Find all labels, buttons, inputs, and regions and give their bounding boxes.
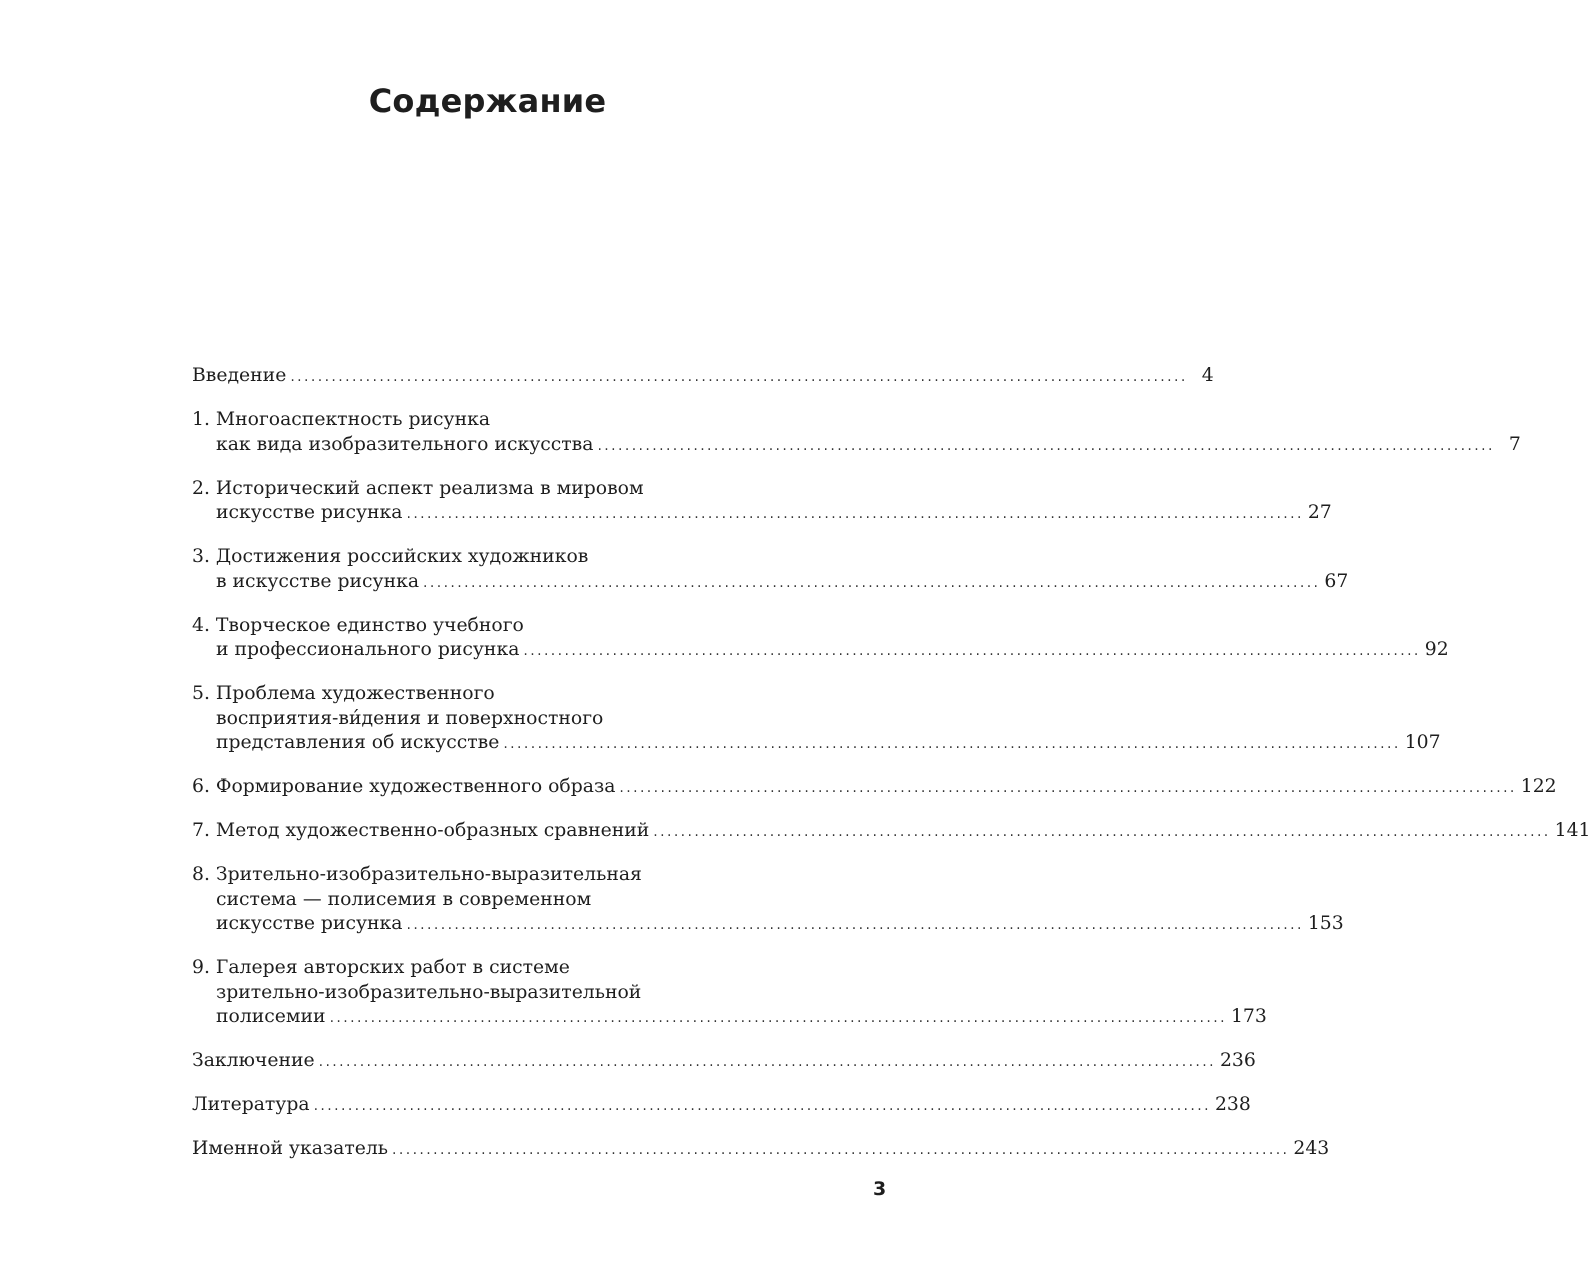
dot-leader: ................................................................................................................................... bbox=[318, 1054, 1216, 1070]
toc-entry-line bbox=[192, 912, 1344, 938]
toc-entry-page: 7 bbox=[1508, 433, 1521, 455]
dot-leader: ................................................................................................................................... bbox=[503, 736, 1401, 752]
toc-entry-page: 243 bbox=[1293, 1138, 1330, 1159]
toc-entry-title: представления об искусстве bbox=[216, 732, 500, 753]
toc-entry-line bbox=[192, 1049, 1256, 1075]
toc-entry-line bbox=[192, 819, 1591, 845]
dot-leader: ................................................................................................................................... bbox=[423, 574, 1321, 591]
toc-entry-title: Именной указатель bbox=[192, 1138, 389, 1159]
toc-entry-line bbox=[192, 501, 1332, 527]
toc-entry-page: 92 bbox=[1424, 639, 1449, 660]
toc-entry-line bbox=[192, 1005, 1267, 1031]
toc-entry-line bbox=[192, 570, 1349, 596]
dot-leader: ................................................................................................................................... bbox=[313, 1098, 1211, 1114]
toc-entry-page: 67 bbox=[1324, 570, 1349, 592]
dot-leader: ................................................................................................................................... bbox=[597, 437, 1495, 454]
toc-entry-page: 173 bbox=[1230, 1006, 1267, 1027]
toc-entry bbox=[192, 863, 1344, 938]
toc-entry bbox=[192, 682, 1441, 757]
toc-entry-title: искусстве рисунка bbox=[216, 913, 403, 934]
dot-leader: ................................................................................................................................... bbox=[290, 369, 1188, 385]
toc-entry bbox=[192, 364, 1214, 390]
dot-leader: ................................................................................................................................... bbox=[653, 824, 1551, 840]
toc-entry-title-line: система — полисемия в современном bbox=[216, 888, 592, 910]
toc-entry bbox=[192, 477, 1332, 527]
toc-entry bbox=[192, 1093, 1251, 1119]
toc-entry-title: и профессионального рисунка bbox=[216, 639, 520, 660]
toc-entry-line bbox=[192, 638, 1449, 664]
toc-entry bbox=[192, 408, 1521, 458]
toc-entry-page: 141 bbox=[1554, 820, 1591, 841]
toc-entry-page: 236 bbox=[1219, 1050, 1256, 1071]
toc-entry-title: как вида изобразительного искусства bbox=[216, 433, 594, 455]
toc-entry-title: в искусстве рисунка bbox=[216, 570, 420, 592]
toc-entry-title: искусстве рисунка bbox=[216, 502, 403, 523]
toc-entry-page: 122 bbox=[1520, 776, 1557, 797]
toc-entry-page: 4 bbox=[1201, 365, 1214, 386]
toc-entry-title-line: зрительно-изобразительно-выразительной bbox=[216, 981, 642, 1003]
toc-entry-line bbox=[192, 433, 1521, 459]
page-title: Содержание bbox=[368, 82, 607, 120]
toc-entry-title: 6. Формирование художественного образа bbox=[192, 776, 616, 797]
toc-entry-title: полисемии bbox=[216, 1006, 326, 1027]
toc-entry-page: 27 bbox=[1307, 502, 1332, 523]
toc-entry bbox=[192, 1049, 1256, 1075]
toc-entry-page: 107 bbox=[1404, 732, 1441, 753]
toc-entry bbox=[192, 956, 1267, 1031]
toc-entry bbox=[192, 819, 1591, 845]
toc-entry-title-line: 2. Исторический аспект реализма в мировом bbox=[192, 477, 644, 499]
toc-entry bbox=[192, 1137, 1330, 1163]
table-of-contents bbox=[192, 364, 1591, 1181]
toc-entry-title-line: 5. Проблема художественного bbox=[192, 683, 495, 704]
toc-entry-title-line: 9. Галерея авторских работ в системе bbox=[192, 957, 570, 978]
dot-leader: ................................................................................................................................... bbox=[523, 643, 1421, 659]
toc-entry-title-line: 4. Творческое единство учебного bbox=[192, 614, 524, 636]
toc-entry bbox=[192, 545, 1349, 595]
toc-entry-title: Заключение bbox=[192, 1050, 315, 1071]
dot-leader: ................................................................................................................................... bbox=[329, 1010, 1227, 1026]
toc-entry-line bbox=[192, 731, 1441, 757]
toc-entry-title-line: восприятия-ви́дения и поверхностного bbox=[216, 707, 604, 729]
toc-entry-title-line: 3. Достижения российских художников bbox=[192, 546, 589, 567]
dot-leader: ................................................................................................................................... bbox=[392, 1142, 1290, 1158]
toc-entry-line bbox=[192, 1137, 1330, 1163]
toc-entry bbox=[192, 775, 1557, 801]
toc-entry-title-line: 8. Зрительно-изобразительно-выразительная bbox=[192, 864, 642, 885]
toc-entry bbox=[192, 614, 1449, 664]
toc-entry-title: Введение bbox=[192, 365, 287, 386]
toc-entry-title-line: 1. Многоаспектность рисунка bbox=[192, 409, 491, 430]
toc-entry-page: 238 bbox=[1214, 1094, 1251, 1115]
dot-leader: ................................................................................................................................... bbox=[406, 917, 1304, 933]
toc-entry-page: 153 bbox=[1307, 913, 1344, 934]
toc-entry-title: Литература bbox=[192, 1094, 310, 1115]
dot-leader: ................................................................................................................................... bbox=[619, 780, 1517, 796]
toc-entry-line bbox=[192, 1093, 1251, 1119]
toc-entry-line bbox=[192, 364, 1214, 390]
page-number: 3 bbox=[873, 1178, 887, 1200]
dot-leader: ................................................................................................................................... bbox=[406, 506, 1304, 522]
toc-entry-title: 7. Метод художественно-образных сравнений bbox=[192, 820, 650, 841]
toc-entry-line bbox=[192, 775, 1557, 801]
